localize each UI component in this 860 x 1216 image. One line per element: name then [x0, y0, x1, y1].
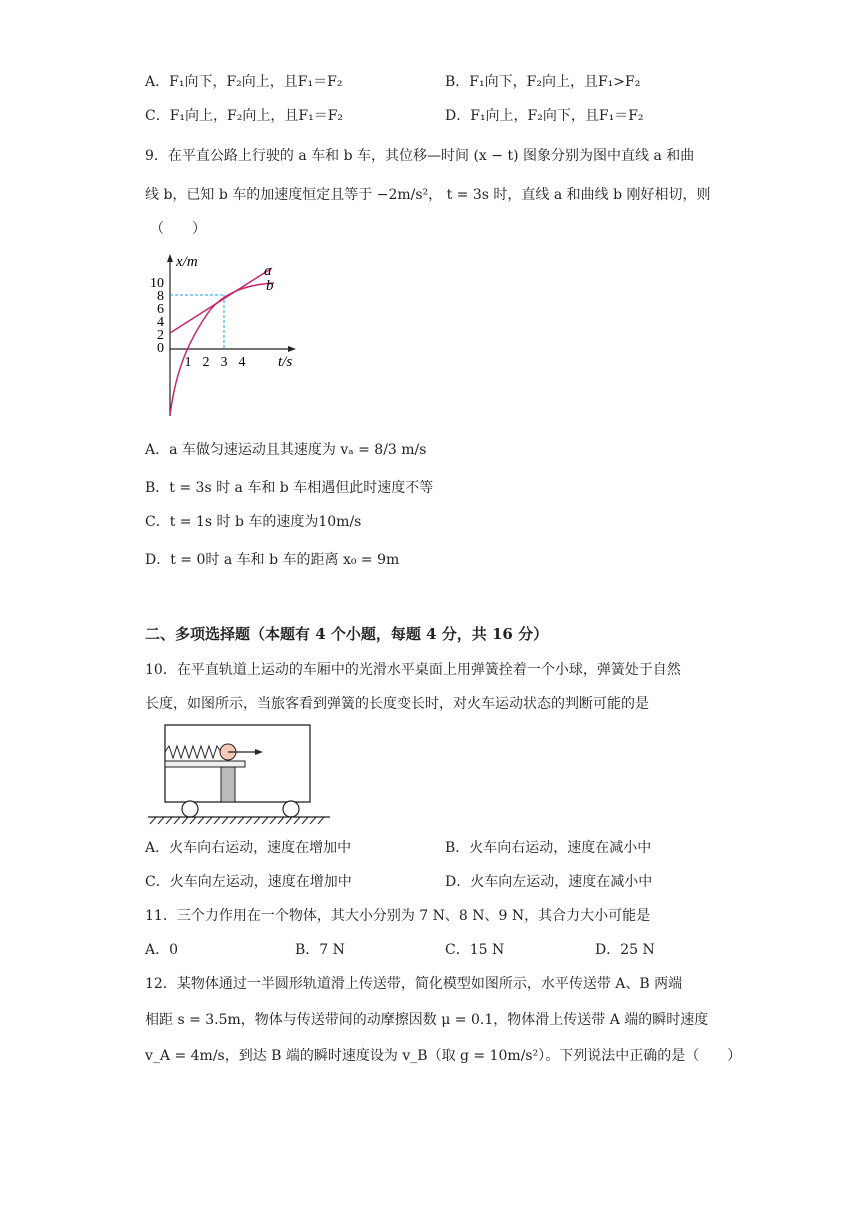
q12-stem-line3: v_A = 4m/s，到达 B 端的瞬时速度设为 v_B（取 g = 10m/s²）。下列说法中正确的是（ ）: [145, 1048, 742, 1064]
y-tick: 10: [150, 276, 164, 291]
q11-option-c[interactable]: C．15 N: [445, 942, 505, 958]
y-tick: 6: [157, 302, 164, 317]
q10-stem-line2: 长度，如图所示，当旅客看到弹簧的长度变长时，对火车运动状态的判断可能的是: [145, 696, 649, 712]
q10-option-b[interactable]: B．火车向右运动，速度在减小中: [445, 840, 652, 856]
q8-option-b-label: B．: [445, 74, 470, 90]
q9-option-a[interactable]: A．a 车做匀速运动且其速度为 vₐ = 8/3 m/s: [145, 442, 427, 458]
q10-stem-line1: 10．在平直轨道上运动的车厢中的光滑水平桌面上用弹簧拴着一个小球，弹簧处于自然: [145, 662, 681, 678]
q8-option-b[interactable]: [445, 72, 640, 92]
q9-option-d[interactable]: D．t = 0时 a 车和 b 车的距离 x₀ = 9m: [145, 552, 400, 568]
q11-option-d[interactable]: D．25 N: [595, 942, 655, 958]
q9-option-c[interactable]: C．t = 1s 时 b 车的速度为10m/s: [145, 514, 362, 530]
ground-hatch: [150, 817, 324, 824]
q8-option-c-label: C．: [145, 108, 170, 124]
q9-answer-paren: （ ）: [150, 221, 206, 237]
q9-option-b[interactable]: B．t = 3s 时 a 车和 b 车相遇但此时速度不等: [145, 480, 434, 496]
y-tick: 8: [157, 289, 164, 304]
y-tick: 0: [157, 341, 164, 356]
q8-option-a-text: F₁向下，F₂向上，且F₁＝F₂: [169, 74, 343, 90]
q11-option-a[interactable]: A．0: [145, 942, 179, 958]
y-axis-label: x/m: [176, 254, 198, 270]
q8-option-d[interactable]: [445, 106, 644, 126]
wheel-left: [182, 801, 198, 817]
q12-stem-line2: 相距 s = 3.5m，物体与传送带间的动摩擦因数 μ = 0.1，物体滑上传送带 A 端的瞬时速度: [145, 1012, 709, 1028]
q8-option-b-text: F₁向下，F₂向上，且F₁>F₂: [469, 74, 641, 90]
q10-train-diagram: [145, 720, 335, 830]
q9-stem-line2: 线 b，已知 b 车的加速度恒定且等于 −2m/s²， t = 3s 时，直线 a 和曲线 b 刚好相切，则: [145, 187, 711, 203]
q8-option-d-text: F₁向上，F₂向下，且F₁＝F₂: [470, 108, 644, 124]
q9-xt-graph: [140, 248, 310, 418]
x-tick: 3: [220, 355, 228, 370]
x-tick: 2: [202, 355, 210, 370]
table-top: [165, 761, 245, 767]
x-tick: 1: [184, 355, 192, 370]
arrow-head: [255, 749, 263, 755]
y-tick: 2: [157, 328, 164, 343]
q8-option-d-label: D．: [445, 108, 471, 124]
x-axis-arrow: [288, 346, 296, 352]
q9-stem-line1: 9．在平直公路上行驶的 a 车和 b 车，其位移—时间 (x − t) 图象分别为图中直线 a 和曲: [145, 148, 695, 164]
q11-option-b[interactable]: B．7 N: [295, 942, 345, 958]
wheel-right: [283, 801, 299, 817]
q8-option-c-text: F₁向上，F₂向上，且F₁＝F₂: [169, 108, 344, 124]
q8-option-a[interactable]: [145, 72, 342, 92]
q11-stem: 11．三个力作用在一个物体，其大小分别为 7 N、8 N、9 N，其合力大小可能是: [145, 908, 651, 924]
y-axis-arrow: [167, 254, 173, 262]
spring: [165, 746, 221, 758]
q10-option-c[interactable]: C．火车向左运动，速度在增加中: [145, 874, 352, 890]
q8-option-c[interactable]: [145, 106, 343, 126]
section-2-title: 二、多项选择题（本题有 4 个小题，每题 4 分，共 16 分）: [145, 625, 549, 643]
curve-b-label: b: [266, 278, 274, 294]
x-tick: 4: [238, 355, 246, 370]
q10-option-a[interactable]: A．火车向右运动，速度在增加中: [145, 840, 352, 856]
curve-a-label: a: [264, 263, 272, 279]
q10-option-d[interactable]: D．火车向左运动，速度在减小中: [445, 874, 653, 890]
q8-option-a-label: A．: [145, 74, 170, 90]
q12-stem-line1: 12．某物体通过一半圆形轨道滑上传送带，简化模型如图所示，水平传送带 A、B 两端: [145, 976, 683, 992]
x-axis-label: t/s: [278, 354, 293, 370]
y-tick: 4: [157, 315, 164, 330]
table-leg: [221, 767, 235, 802]
